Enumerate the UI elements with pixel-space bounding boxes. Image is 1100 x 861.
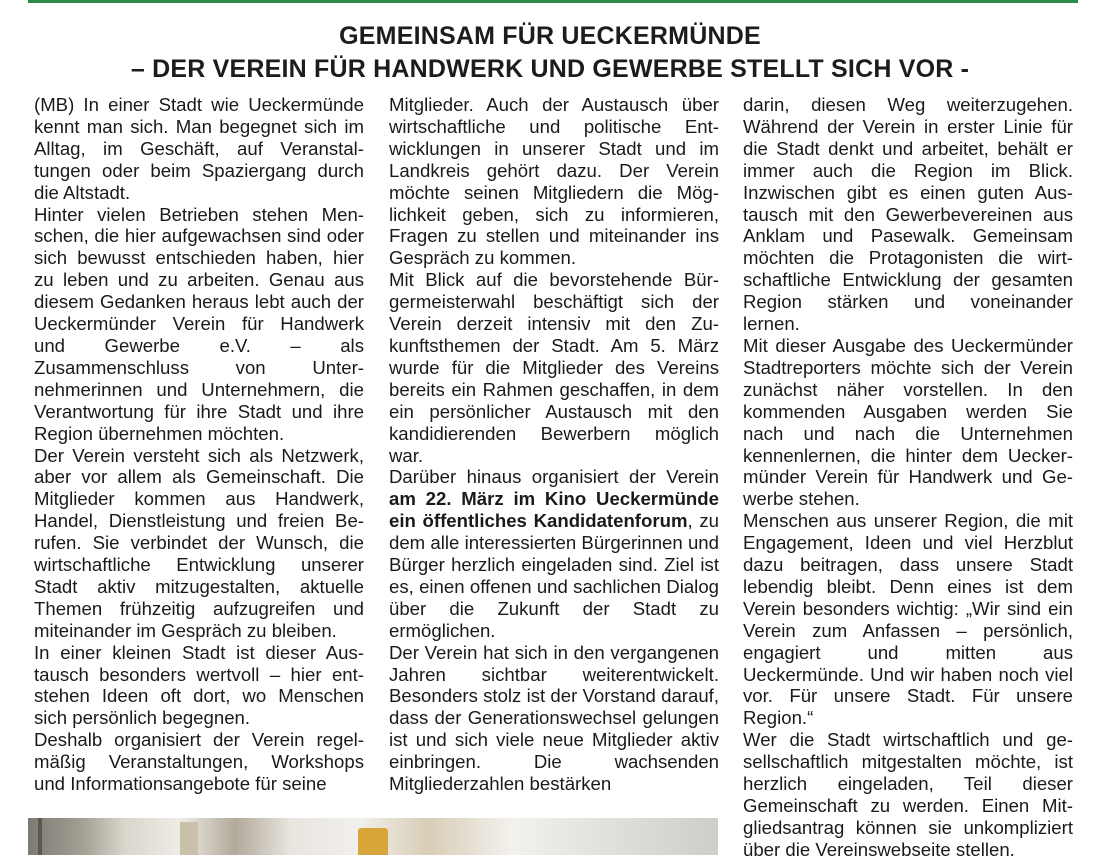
top-accent-rule <box>28 0 1078 3</box>
paragraph: In einer kleinen Stadt ist dieser Austausch besonders wertvoll – hier entstehen Ideen oft dort, wo Menschen sich persönlich begegnen. <box>34 641 364 729</box>
forum-date-highlight: am 22. März im Kino Ueckermünde ein öffentliches Kandidatenforum <box>389 488 719 532</box>
paragraph: Mit Blick auf die bevorstehende Bürgermeisterwahl beschäftigt sich der Verein derzeit intensiv mit den Zukunftsthemen der Stadt. Am 5. März wurde für die Mitglieder des Vereins bereits ein Rahmen geschaffen, in dem ein persönlicher Austausch mit den kandidierenden Bewerbern möglich war. <box>389 269 719 466</box>
forum-tail-text: , zu dem alle interessierten Bürgerinnen und Bürger herzlich eingeladen sind. Ziel ist es, einen offenen und sachlichen Dialog über die Zukunft der Stadt zu ermöglichen. <box>389 510 719 641</box>
paragraph-quote: Menschen aus unserer Region, die mit Engagement, Ideen und viel Herzblut dazu beitragen, dass unsere Stadt lebendig bleibt. Denn eines ist dem Verein besonders wichtig: „Wir sind ein Verein zum Anfassen – persönlich, engagiert und mitten aus Ueckermünde. Und wir haben noch viel vor. Für unsere Stadt. Für unsere Region.“ <box>743 510 1073 729</box>
paragraph: darin, diesen Weg weiterzugehen. Während der Verein in erster Linie für die Stadt denkt und arbeitet, behält er immer auch die Region im Blick. Inzwischen gibt es einen guten Austausch mit den Gewerbevereinen aus Anklam und Pasewalk. Gemeinsam möchten die Protagonisten die wirtschaftliche Entwicklung der gesamten Region stärken und voneinander lernen. <box>743 94 1073 335</box>
article-column-3 <box>743 94 1073 861</box>
headline-line-1: GEMEINSAM FÜR UECKERMÜNDE <box>339 22 761 50</box>
paragraph: Hinter vielen Betrieben stehen Menschen, die hier aufgewachsen sind oder sich bewusst entschieden haben, hier zu leben und zu arbeiten. Genau aus diesem Gedanken heraus lebt auch der Ueckermünder Verein für Handwerk und Gewerbe e.V. – als Zusammenschluss von Unternehmerinnen und Unternehmern, die Verantwortung für ihre Stadt und ihre Region übernehmen möchten. <box>34 203 364 444</box>
article-column-2 <box>389 94 719 795</box>
article-photo <box>28 818 718 855</box>
paragraph: Der Verein hat sich in den vergangenen Jahren sichtbar weiterentwickelt. Besonders stolz ist der Vorstand darauf, dass der Generationswechsel gelungen ist und sich viele neue Mitglieder aktiv einbringen. Die wachsenden Mitgliederzahlen bestärken <box>389 641 719 795</box>
photo-pendant-lamp <box>358 828 388 855</box>
paragraph-forum-announcement <box>389 466 719 641</box>
article-headline <box>0 20 1100 86</box>
headline-line-2: – DER VEREIN FÜR HANDWERK UND GEWERBE STELLT SICH VOR - <box>130 55 970 83</box>
paragraph: Der Verein versteht sich als Netzwerk, aber vor allem als Gemeinschaft. Die Mitglieder kommen aus Handwerk, Handel, Dienstleistung und freien Berufen. Sie verbindet der Wunsch, die wirtschaftliche Entwicklung unserer Stadt aktiv mitzugestalten, aktuelle Themen frühzeitig aufzugreifen und miteinander im Gespräch zu bleiben. <box>34 444 364 641</box>
paragraph: Deshalb organisiert der Verein regelmäßig Veranstaltungen, Workshops und Informationsangebote für seine <box>34 729 364 795</box>
photo-floor-lamp <box>180 822 198 855</box>
paragraph: Mit dieser Ausgabe des Ueckermünder Stadtreporters möchte sich der Verein zunächst näher vorstellen. In den kommenden Ausgaben werden Sie nach und nach die Unternehmen kennenlernen, die hinter dem Ueckermünder Verein für Handwerk und Gewerbe stehen. <box>743 334 1073 510</box>
photo-window-frame <box>38 818 42 855</box>
paragraph: (MB) In einer Stadt wie Ueckermünde kennt man sich. Man begegnet sich im Alltag, im Geschäft, auf Veranstaltungen oder beim Spaziergang durch die Altstadt. <box>34 94 364 203</box>
forum-lead-text: Darüber hinaus organisiert der Verein <box>389 466 719 488</box>
paragraph: Wer die Stadt wirtschaftlich und gesellschaftlich mitgestalten möchte, ist herzlich eingeladen, Teil dieser Gemeinschaft zu werden. Einen Mitgliedsantrag können sie unkompliziert über die Vereinswebseite stellen. <box>743 729 1073 860</box>
paragraph: Mitglieder. Auch der Austausch über wirtschaftliche und politische Entwicklungen in unserer Stadt und im Landkreis gehört dazu. Der Verein möchte seinen Mitgliedern die Möglichkeit geben, sich zu informieren, Fragen zu stellen und miteinander ins Gespräch zu kommen. <box>389 94 719 269</box>
article-column-1 <box>34 94 364 795</box>
